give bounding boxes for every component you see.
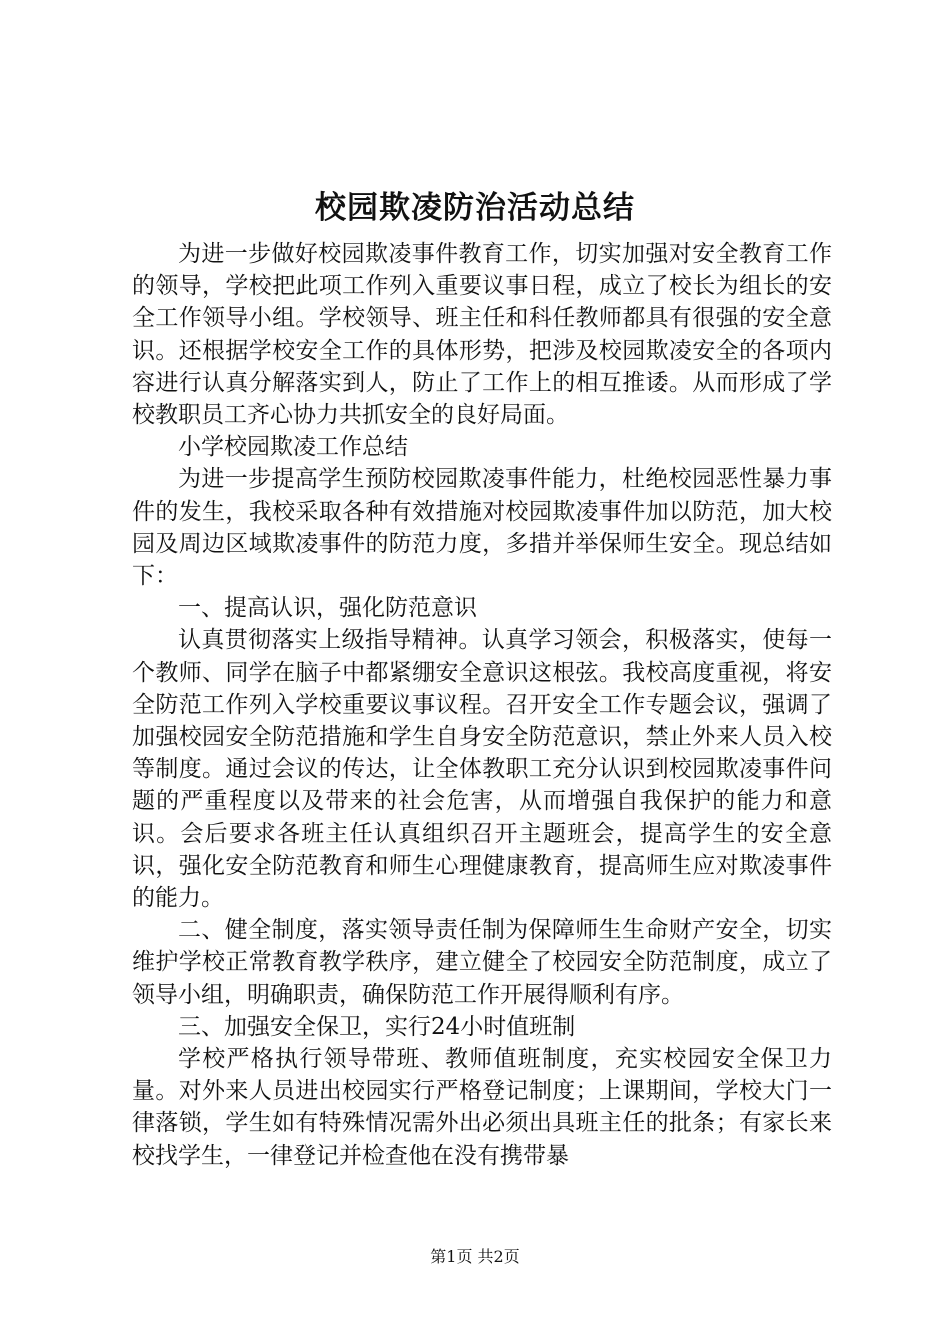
section-heading-3: 三、加强安全保卫，实行24小时值班制 bbox=[178, 1013, 576, 1040]
paragraph-section-1: 认真贯彻落实上级指导精神。认真学习领会，积极落实，使每一个教师、同学在脑子中都紧绷安全意识这根弦。我校高度重视，将安全防范工作列入学校重要议事议程。召开安全工作专题会议，强调了加强校园安全防范措施和学生自身安全防范意识，禁止外来人员入校等制度。通过会议的传达，让全体教职工充分认识到校园欺凌事件问题的严重程度以及带来的社会危害，从而增强自我保护的能力和意识。会后要求各班主任认真组织召开主题班会，提高学生的安全意识，强化安全防范教育和师生心理健康教育，提高师生应对欺凌事件的能力。 bbox=[132, 627, 832, 912]
document-title: 校园欺凌防治活动总结 bbox=[315, 190, 635, 226]
paragraph-section-3: 学校严格执行领导带班、教师值班制度，充实校园安全保卫力量。对外来人员进出校园实行严格登记制度；上课期间，学校大门一律落锁，学生如有特殊情况需外出必须出具班主任的批条；有家长来校找学生，一律登记并检查他在没有携带暴 bbox=[132, 1046, 832, 1169]
paragraph-section-2: 二、健全制度，落实领导责任制为保障师生生命财产安全，切实维护学校正常教育教学秩序，建立健全了校园安全防范制度，成立了领导小组，明确职责，确保防范工作开展得顺利有序。 bbox=[132, 917, 832, 1008]
document-body bbox=[132, 238, 832, 1172]
paragraph-subtitle: 小学校园欺凌工作总结 bbox=[178, 434, 408, 461]
paragraph-overview: 为进一步提高学生预防校园欺凌事件能力，杜绝校园恶性暴力事件的发生，我校采取各种有效措施对校园欺凌事件加以防范，加大校园及周边区域欺凌事件的防范力度，多措并举保师生安全。现总结如下： bbox=[132, 466, 832, 590]
page-footer bbox=[0, 1247, 950, 1267]
page-number: 第1页 共2页 bbox=[430, 1247, 520, 1266]
section-heading-1: 一、提高认识，强化防范意识 bbox=[178, 595, 477, 622]
paragraph-intro: 为进一步做好校园欺凌事件教育工作，切实加强对安全教育工作的领导，学校把此项工作列入重要议事日程，成立了校长为组长的安全工作领导小组。学校领导、班主任和科任教师都具有很强的安全意识。还根据学校安全工作的具体形势，把涉及校园欺凌安全的各项内容进行认真分解落实到人，防止了工作上的相互推诿。从而形成了学校教职员工齐心协力共抓安全的良好局面。 bbox=[132, 241, 832, 429]
